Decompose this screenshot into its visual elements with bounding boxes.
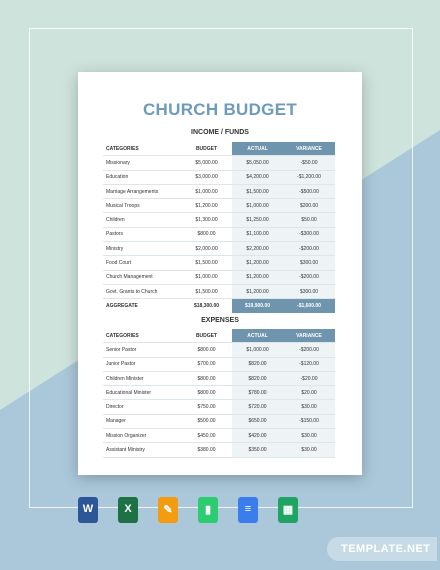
excel-icon-glyph: X — [124, 503, 132, 515]
word-icon-glyph: W — [82, 503, 94, 515]
row-actual: $420.00 — [232, 429, 283, 443]
row-actual: $1,500.00 — [232, 184, 283, 198]
row-variance: $30.00 — [283, 429, 335, 443]
row-budget: $800.00 — [181, 386, 232, 400]
row-variance: $300.00 — [283, 256, 335, 270]
word-icon[interactable] — [78, 497, 98, 523]
row-budget: $1,500.00 — [181, 256, 232, 270]
income-heading: INCOME / FUNDS — [191, 129, 249, 136]
row-actual: $820.00 — [232, 371, 283, 385]
table-row — [103, 242, 335, 256]
pages-icon-glyph: ✎ — [163, 504, 173, 516]
row-variance: $300.00 — [283, 284, 335, 298]
aggregate-variance: -$1,600.00 — [283, 299, 335, 313]
google-docs-icon[interactable] — [238, 497, 258, 523]
row-category: Pastors — [103, 227, 181, 241]
row-category: Church Management — [103, 270, 181, 284]
row-variance: -$200.00 — [283, 242, 335, 256]
row-actual: $2,200.00 — [232, 242, 283, 256]
row-actual: $650.00 — [232, 414, 283, 428]
row-budget: $800.00 — [181, 371, 232, 385]
table-row — [103, 256, 335, 270]
pages-icon[interactable] — [158, 497, 178, 523]
col-budget: BUDGET — [181, 329, 232, 343]
row-variance: $20.00 — [283, 386, 335, 400]
google-sheets-icon[interactable] — [278, 497, 298, 523]
row-variance: -$50.00 — [283, 156, 335, 170]
aggregate-budget: $18,300.00 — [193, 302, 220, 309]
format-icons — [78, 497, 298, 523]
row-category: Junior Pastor — [103, 357, 181, 371]
row-variance: $50.00 — [283, 213, 335, 227]
row-variance: -$200.00 — [283, 343, 335, 357]
income-table — [103, 142, 335, 313]
row-category: Education — [103, 170, 181, 184]
row-budget: $750.00 — [181, 400, 232, 414]
table-row — [103, 429, 335, 443]
col-actual: ACTUAL — [232, 329, 283, 343]
row-budget: $1,200.00 — [181, 199, 232, 213]
row-budget: $1,300.00 — [181, 213, 232, 227]
table-row — [103, 414, 335, 428]
row-budget: $380.00 — [181, 443, 232, 457]
table-row — [103, 371, 335, 385]
table-row — [103, 170, 335, 184]
row-actual: $720.00 — [232, 400, 283, 414]
row-category: Ministry — [103, 242, 181, 256]
row-category: Senior Pastor — [103, 343, 181, 357]
document-preview — [78, 72, 362, 475]
row-variance: $30.00 — [283, 443, 335, 457]
google-docs-icon-glyph: ≡ — [244, 503, 252, 515]
row-category: Food Court — [103, 256, 181, 270]
row-budget: $500.00 — [181, 414, 232, 428]
expenses-heading: EXPENSES — [201, 317, 239, 324]
row-actual: $1,200.00 — [232, 284, 283, 298]
row-category: Govt. Grants to Church — [103, 284, 181, 298]
table-row — [103, 357, 335, 371]
row-actual: $1,200.00 — [232, 270, 283, 284]
row-category: Mission Organizer — [103, 429, 181, 443]
aggregate-row — [103, 299, 335, 313]
brand-label: TEMPLATE.NET — [341, 543, 431, 555]
row-category: Musical Troops — [103, 199, 181, 213]
row-variance: -$500.00 — [283, 184, 335, 198]
row-category: Marriage Arrangements — [103, 184, 181, 198]
col-budget: BUDGET — [181, 142, 232, 156]
row-budget: $3,000.00 — [181, 170, 232, 184]
row-variance: $200.00 — [283, 199, 335, 213]
row-actual: $820.00 — [232, 357, 283, 371]
row-variance: -$120.00 — [283, 357, 335, 371]
col-variance: VARIANCE — [283, 329, 335, 343]
table-row — [103, 343, 335, 357]
row-budget: $2,000.00 — [181, 242, 232, 256]
row-budget: $1,000.00 — [181, 270, 232, 284]
row-actual: $780.00 — [232, 386, 283, 400]
row-variance: -$200.00 — [283, 270, 335, 284]
row-variance: -$20.00 — [283, 371, 335, 385]
row-actual: $4,200.00 — [232, 170, 283, 184]
brand-badge[interactable] — [327, 537, 437, 561]
row-budget: $1,500.00 — [181, 284, 232, 298]
aggregate-label: AGGREGATE — [106, 302, 138, 309]
row-variance: -$150.00 — [283, 414, 335, 428]
table-row — [103, 156, 335, 170]
table-row — [103, 443, 335, 457]
row-budget: $450.00 — [181, 429, 232, 443]
table-row — [103, 400, 335, 414]
table-row — [103, 199, 335, 213]
numbers-icon[interactable] — [198, 497, 218, 523]
row-actual: $1,250.00 — [232, 213, 283, 227]
google-sheets-icon-glyph: ▦ — [282, 504, 294, 516]
row-variance: $30.00 — [283, 400, 335, 414]
table-row — [103, 284, 335, 298]
row-category: Missionary — [103, 156, 181, 170]
row-actual: $350.00 — [232, 443, 283, 457]
col-variance: VARIANCE — [283, 142, 335, 156]
row-actual: $1,100.00 — [232, 227, 283, 241]
row-budget: $700.00 — [181, 357, 232, 371]
col-actual: ACTUAL — [232, 142, 283, 156]
table-row — [103, 270, 335, 284]
row-budget: $5,000.00 — [181, 156, 232, 170]
expenses-table — [103, 329, 335, 458]
excel-icon[interactable] — [118, 497, 138, 523]
row-category: Children Minister — [103, 371, 181, 385]
document-title: CHURCH BUDGET — [142, 100, 298, 119]
aggregate-actual: $19,900.00 — [232, 299, 283, 313]
row-category: Manager — [103, 414, 181, 428]
row-budget: $800.00 — [181, 343, 232, 357]
row-actual: $1,200.00 — [232, 256, 283, 270]
numbers-icon-glyph: ▮ — [204, 504, 212, 516]
row-budget: $1,000.00 — [181, 184, 232, 198]
row-category: Children — [103, 213, 181, 227]
row-variance: -$1,200.00 — [283, 170, 335, 184]
table-row — [103, 386, 335, 400]
col-categories: CATEGORIES — [103, 142, 181, 156]
table-row — [103, 213, 335, 227]
row-variance: -$300.00 — [283, 227, 335, 241]
row-category: Director — [103, 400, 181, 414]
row-category: Assistant Ministry — [103, 443, 181, 457]
row-budget: $800.00 — [181, 227, 232, 241]
row-actual: $1,000.00 — [232, 343, 283, 357]
row-actual: $5,050.00 — [232, 156, 283, 170]
row-category: Educational Minister — [103, 386, 181, 400]
table-row — [103, 184, 335, 198]
row-actual: $1,000.00 — [232, 199, 283, 213]
col-categories: CATEGORIES — [103, 329, 181, 343]
table-row — [103, 227, 335, 241]
